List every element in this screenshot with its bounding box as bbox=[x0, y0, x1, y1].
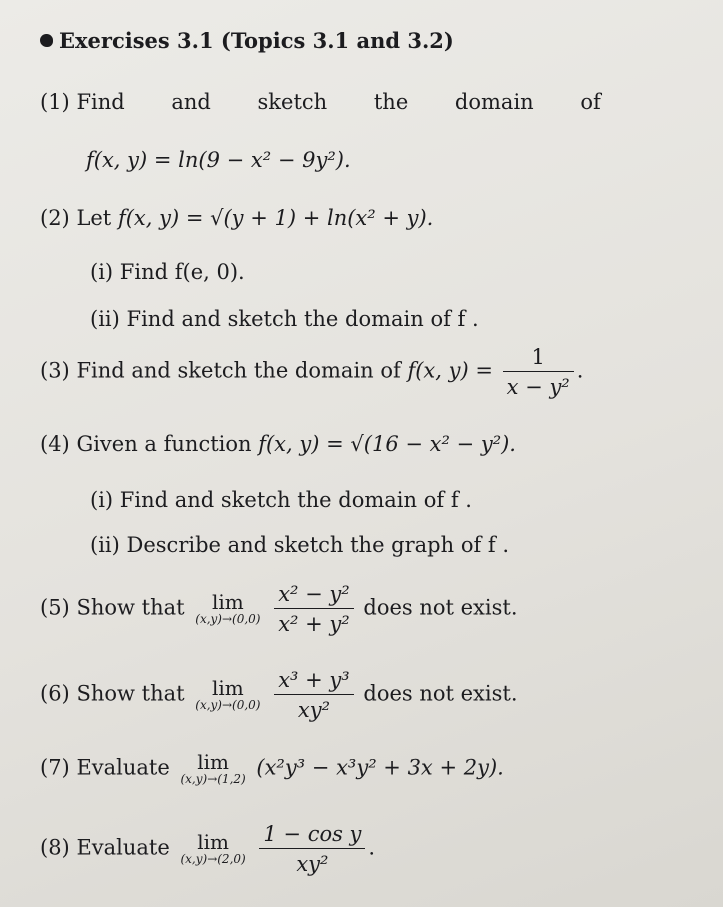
limit-operator bbox=[195, 592, 260, 626]
fraction-numerator: 1 bbox=[503, 345, 574, 372]
exercise-7-text: Evaluate bbox=[76, 755, 170, 780]
limit-word: lim bbox=[197, 830, 229, 855]
exercise-6-fraction bbox=[274, 668, 354, 722]
fraction-numerator: x² − y² bbox=[274, 582, 354, 609]
limit-word: lim bbox=[197, 750, 229, 774]
page-title: Exercises 3.1 (Topics 3.1 and 3.2) bbox=[40, 28, 454, 53]
exercise-1 bbox=[40, 90, 690, 114]
exercise-3-lhs: f(x, y) = bbox=[407, 358, 493, 383]
exercise-7-expression: (x²y³ − x³y² + 3x + 2y). bbox=[256, 755, 504, 780]
exercise-5-fraction bbox=[274, 582, 354, 636]
part-number: (i) bbox=[90, 260, 114, 284]
exercise-6-text: Show that bbox=[76, 681, 185, 706]
part-number: (i) bbox=[90, 488, 114, 512]
limit-subscript: (x,y)→(0,0) bbox=[195, 612, 261, 627]
fraction-denominator: x² + y² bbox=[278, 612, 350, 636]
exercise-2-function: f(x, y) = √(y + 1) + ln(x² + y). bbox=[117, 206, 434, 230]
exercise-1-function: f(x, y) = ln(9 − x² − 9y²). bbox=[86, 148, 351, 172]
exercise-8: (8) Evaluate lim (x,y)→(2,0) $\frac{\text{1 − cos y}}{\text{xy²}}$ . bbox=[40, 822, 376, 876]
part-text: Find and sketch the domain of f . bbox=[126, 307, 479, 331]
fraction-numerator: 1 − cos y bbox=[259, 822, 365, 849]
exercise-3-number: (3) bbox=[40, 358, 70, 383]
exercise-4-number: (4) bbox=[40, 432, 70, 456]
exercise-5 bbox=[40, 582, 518, 636]
limit-word: lim bbox=[212, 590, 244, 615]
part-text: Describe and sketch the graph of f . bbox=[126, 533, 510, 557]
exercise-5-tail: does not exist. bbox=[363, 595, 518, 620]
fraction-denominator: xy² bbox=[296, 852, 329, 876]
limit-operator bbox=[180, 752, 245, 786]
exercise-2-part-ii bbox=[90, 307, 479, 331]
fraction-denominator: x − y² bbox=[506, 375, 570, 399]
limit-subscript: (x,y)→(2,0) bbox=[180, 852, 246, 867]
exercise-5-text: Show that bbox=[76, 595, 185, 620]
exercise-4 bbox=[40, 432, 516, 456]
part-number: (ii) bbox=[90, 307, 120, 331]
exercise-2-text: Let bbox=[76, 206, 112, 230]
exercise-3: (3) Find and sketch the domain of f(x, y) = $\frac{1}{\text{x − y²}}$ . bbox=[40, 345, 584, 399]
exercise-2-part-i bbox=[90, 260, 245, 284]
fraction-numerator: x³ + y³ bbox=[274, 668, 354, 695]
exercise-4-part-i bbox=[90, 488, 472, 512]
exercise-4-function: f(x, y) = √(16 − x² − y²). bbox=[258, 432, 516, 456]
bullet-icon bbox=[40, 34, 53, 47]
exercise-8-number: (8) bbox=[40, 835, 70, 860]
exercise-3-text: Find and sketch the domain of bbox=[76, 358, 401, 383]
part-number: (ii) bbox=[90, 533, 120, 557]
exercise-8-fraction bbox=[259, 822, 365, 876]
limit-word: lim bbox=[212, 676, 244, 701]
limit-subscript: (x,y)→(0,0) bbox=[195, 698, 261, 713]
exercise-4-part-ii bbox=[90, 533, 509, 557]
exercise-6-number: (6) bbox=[40, 681, 70, 706]
exercise-5-number: (5) bbox=[40, 595, 70, 620]
limit-operator bbox=[195, 678, 260, 712]
exercise-4-text: Given a function bbox=[76, 432, 252, 456]
part-text: Find and sketch the domain of f . bbox=[119, 488, 472, 512]
exercise-2-number: (2) bbox=[40, 206, 70, 230]
limit-operator bbox=[180, 832, 245, 866]
exercise-6-tail: does not exist. bbox=[363, 681, 518, 706]
exercise-2 bbox=[40, 206, 433, 230]
exercise-1-text: Find and sketch the domain of bbox=[76, 90, 601, 114]
exercise-1-number: (1) bbox=[40, 90, 70, 114]
exercise-7-number: (7) bbox=[40, 755, 70, 780]
exercise-8-text: Evaluate bbox=[76, 835, 170, 860]
limit-subscript: (x,y)→(1,2) bbox=[180, 772, 246, 786]
fraction-denominator: xy² bbox=[297, 698, 330, 722]
part-text: Find f(e, 0). bbox=[119, 260, 245, 284]
exercise-7 bbox=[40, 752, 504, 786]
exercise-6 bbox=[40, 668, 518, 722]
exercise-3-fraction bbox=[503, 345, 574, 399]
